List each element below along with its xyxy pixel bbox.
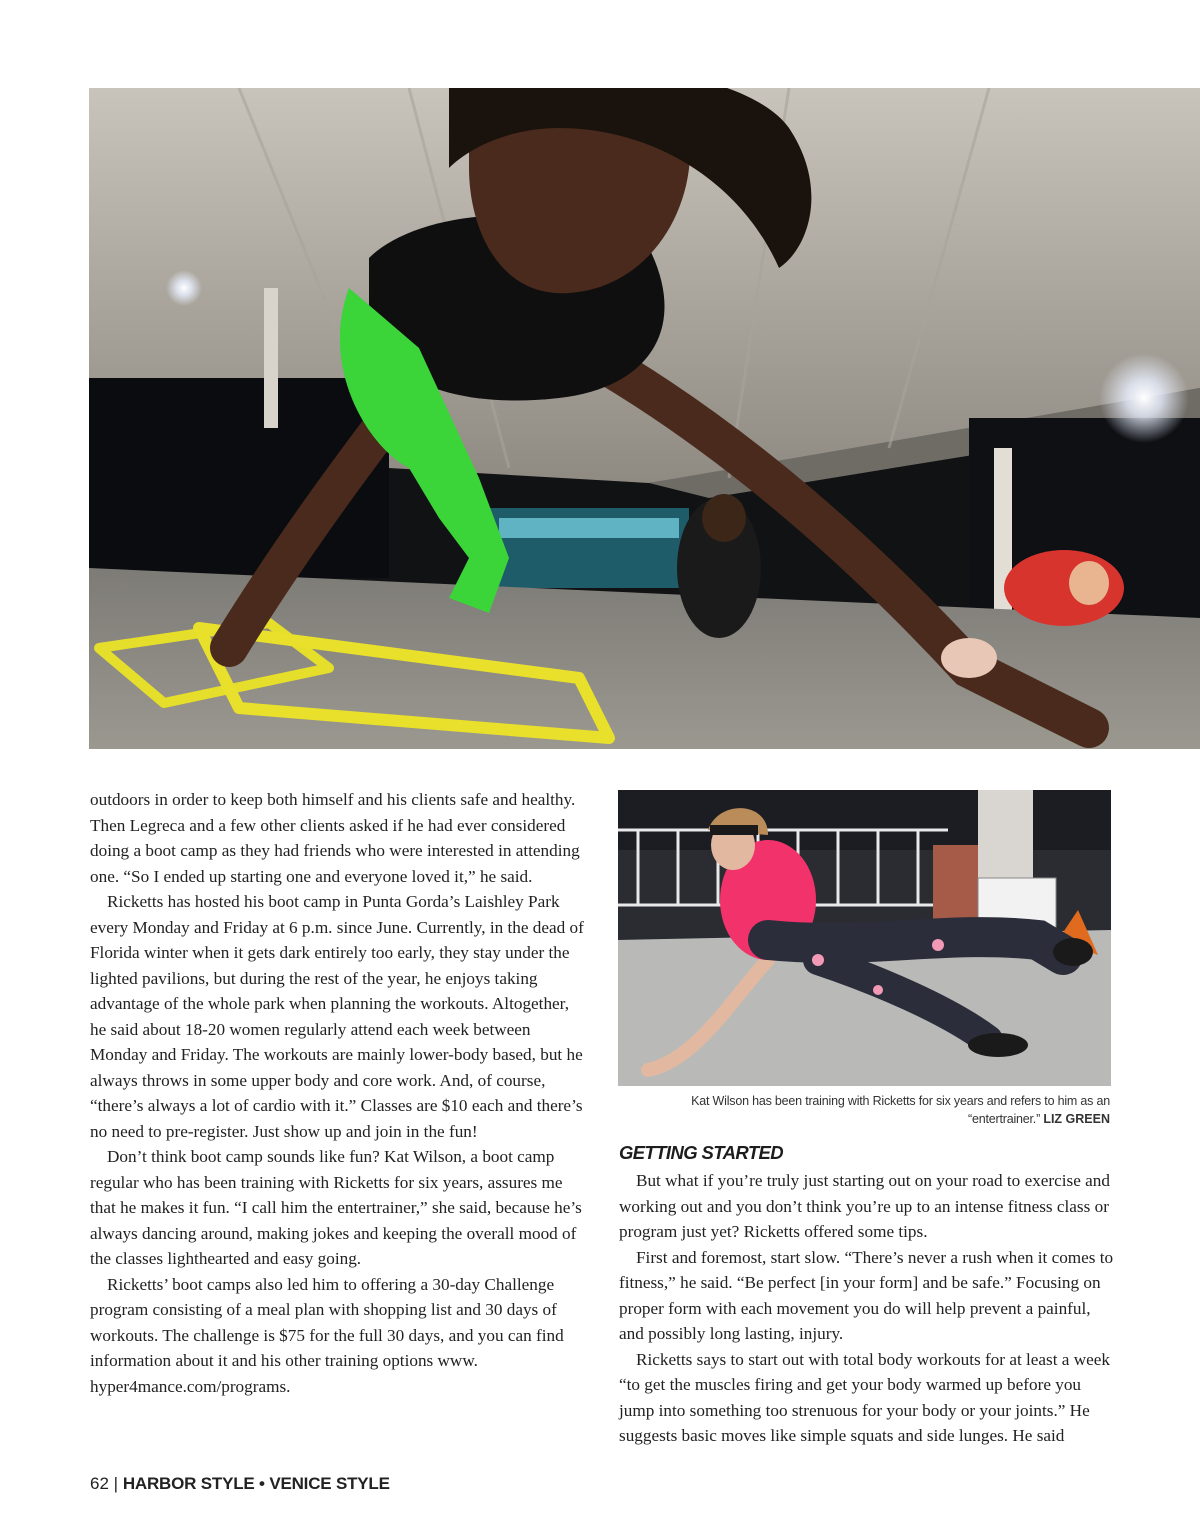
left-column-text [90,787,586,1399]
hero-photo [89,88,1200,749]
photo-credit: LIZ GREEN [1043,1112,1110,1126]
body-paragraph: But what if you’re truly just starting out on your road to exercise and working out and you don’t think you’re up to an intense fitness class or program just yet? Ricketts offered some tips. [619,1171,1110,1241]
page-footer [90,1474,390,1494]
body-paragraph: Ricketts’ boot camps also led him to offering a 30-day Challenge program consisting of a meal plan with shopping list and 30 days of workouts. The challenge is $75 for the full 30 days, and you can find information about it and his other training options www. hyper4mance.com/programs. [90,1274,564,1396]
body-paragraph: First and foremost, start slow. “There’s never a rush when it comes to fitness,” he said. “Be perfect [in your form] and be safe.” Focusing on proper form with each movement you do will help prevent a painful, and possibly long lasting, injury. [619,1247,1114,1343]
photo-caption [618,1092,1110,1128]
side-photo [618,790,1111,1086]
photo-woman-plank-under-pavilion-icon [89,88,1200,749]
body-paragraph: Ricketts says to start out with total body workouts for at least a week “to get the muscles firing and get your body warmed up before you jump into something too strenuous for your body or your joints.” He suggests basic moves like simple squats and side lunges. He said [619,1349,1110,1445]
folio-separator: | [113,1474,119,1493]
photo-woman-crab-kick-pink-top-icon [618,790,1111,1086]
caption-text: Kat Wilson has been training with Ricketts for six years and refers to him as an “entertrainer.” [691,1094,1110,1126]
body-paragraph: Ricketts has hosted his boot camp in Punta Gorda’s Laishley Park every Monday and Friday at 6 p.m. since June. Currently, in the dead of Florida winter when it gets dark entirely too early, they stay under the lighted pavilions, but during the rest of the year, he enjoys taking advantage of the whole park when planning the workouts. Altogether, he said about 18-20 women regularly attend each week between Monday and Friday. The workouts are mainly lower-body based, but he always throws in some upper body and core work. And, of course, “there’s always a lot of cardio with it.” Classes are $10 each and there’s no need to pre-register. Just show up and join in the fun! [90,892,584,1141]
publication-name: HARBOR STYLE • VENICE STYLE [122,1474,390,1493]
body-paragraph: Don’t think boot camp sounds like fun? Kat Wilson, a boot camp regular who has been training with Ricketts for six years, assures me that he makes it fun. “I call him the entertrainer,” she said, because he’s always dancing around, making jokes and keeping the overall mood of the classes lighthearted and easy going. [90,1147,582,1268]
page-number: 62 [90,1474,109,1493]
section-heading: GETTING STARTED [619,1142,784,1163]
body-paragraph: outdoors in order to keep both himself and his clients safe and healthy. Then Legreca and a few other clients asked if he had ever considered doing a boot camp as they had friends who were interested in attending one. “So I ended up starting one and everyone loved it,” he said. [90,790,580,886]
right-column-text [619,1168,1116,1449]
